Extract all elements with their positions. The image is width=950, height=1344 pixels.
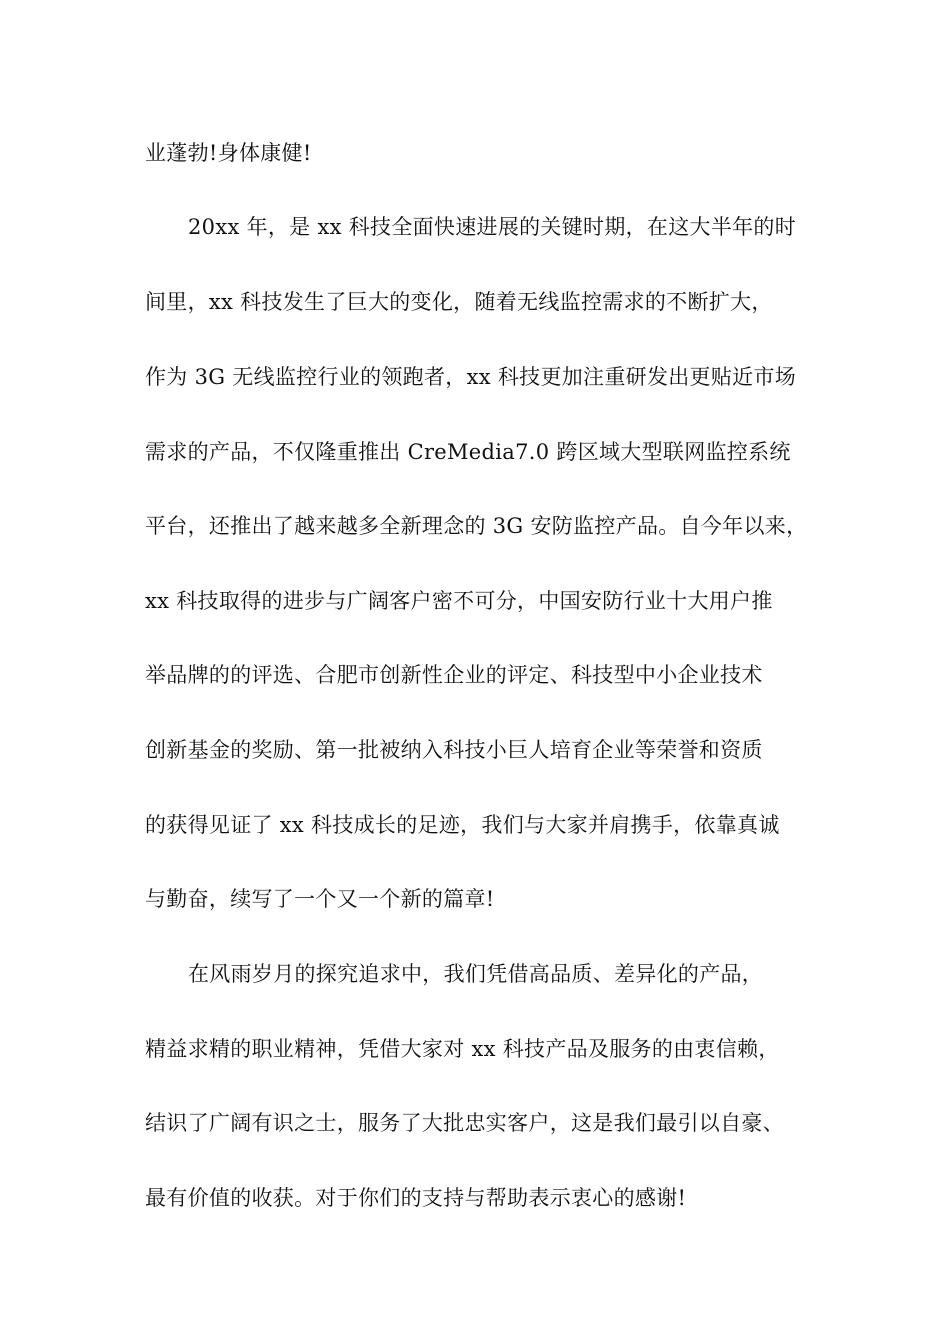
text-line: 的获得见证了 xx 科技成长的足迹，我们与大家并肩携手，依靠真诚 <box>145 813 780 837</box>
text-line: 精益求精的职业精神，凭借大家对 xx 科技产品及服务的由衷信赖， <box>145 1037 780 1061</box>
text-line: 创新基金的奖励、第一批被纳入科技小巨人培育企业等荣誉和资质 <box>145 738 763 762</box>
text-line: xx 科技取得的进步与广阔客户密不可分，中国安防行业十大用户推 <box>145 589 773 613</box>
text-line: 平台，还推出了越来越多全新理念的 3G 安防监控产品。自今年以来， <box>145 514 808 538</box>
text-line: 作为 3G 无线监控行业的领跑者，xx 科技更加注重研发出更贴近市场 <box>145 365 797 389</box>
paragraph-first-line: 20xx 年，是 xx 科技全面快速进展的关键时期，在这大半年的时 <box>188 215 797 239</box>
text-line: 业蓬勃!身体康健! <box>145 141 312 165</box>
text-line: 需求的产品，不仅隆重推出 CreMedia7.0 跨区域大型联网监控系统 <box>145 440 791 464</box>
paragraph-first-line: 在风雨岁月的探究追求中，我们凭借高品质、差异化的产品， <box>188 962 764 986</box>
text-line: 最有价值的收获。对于你们的支持与帮助表示衷心的感谢! <box>145 1186 687 1210</box>
text-line: 举品牌的的评选、合肥市创新性企业的评定、科技型中小企业技术 <box>145 663 763 687</box>
text-line: 结识了广阔有识之士，服务了大批忠实客户，这是我们最引以自豪、 <box>145 1111 784 1135</box>
text-line: 间里，xx 科技发生了巨大的变化，随着无线监控需求的不断扩大， <box>145 290 773 314</box>
text-line: 与勤奋，续写了一个又一个新的篇章! <box>145 887 495 911</box>
